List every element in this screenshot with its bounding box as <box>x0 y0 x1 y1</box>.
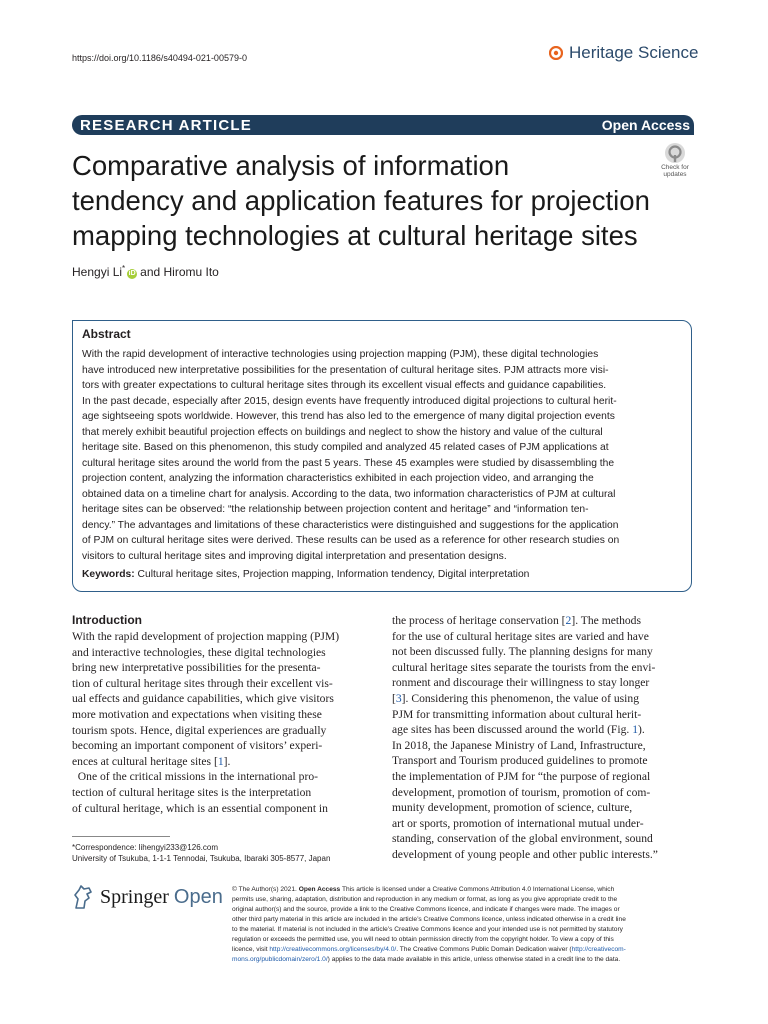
license-line: other third party material in this article are included in the article’s Creative Commons licence, unless indicated otherwise in a credit line <box>232 916 626 923</box>
publisher-logo <box>72 884 223 910</box>
body-line: One of the critical missions in the international pro- <box>72 770 318 784</box>
body-line: standing, conservation of the global environment, sound <box>392 832 653 846</box>
body-line <box>72 754 376 770</box>
license-body: licence, visit <box>232 946 270 953</box>
author-name: and Hiromu Ito <box>140 265 219 279</box>
body-line: cultural heritage sites separate the tourists from the envi- <box>392 660 656 674</box>
check-updates-icon <box>664 142 686 164</box>
body-line: not been discussed fully. The planning designs for many <box>392 645 653 659</box>
citation-link[interactable]: 3 <box>395 691 402 705</box>
license-line <box>232 955 694 965</box>
body-line: tion of cultural heritage sites through their excellent vis- <box>72 676 333 690</box>
body-text: ). <box>638 723 645 737</box>
abstract-line: heritage site. Based on this phenomenon, this study compiled and analyzed 45 related cases of PJM applications at <box>82 442 609 453</box>
abstract-line: With the rapid development of interactive technologies using projection mapping (PJM), these digital technologies <box>82 349 599 360</box>
abstract-body <box>82 347 682 564</box>
body-line: and interactive technologies, these digital technologies <box>72 645 326 659</box>
abstract-line: projection content, analyzing the information characteristics exhibited in each projection video, and arranging the <box>82 473 594 484</box>
journal-brand <box>549 43 698 63</box>
abstract-line: cultural heritage sites around the world from the past 5 years. These 45 examples were studied by disassembling the <box>82 457 615 469</box>
check-updates-text: Check for <box>661 164 689 171</box>
figure-link[interactable]: 1 <box>632 723 638 737</box>
publisher-name: Springer <box>100 885 169 908</box>
body-line: bring new interpretative possibilities for the presenta- <box>72 661 321 675</box>
license-line: to the material. If material is not included in the article’s Creative Commons licence and your intended use is not permitted by statutory <box>232 926 623 933</box>
abstract-line: In the past decade, especially after 2015, design events have frequently introduced digital projections to cultural herit- <box>82 395 617 407</box>
title-line: Comparative analysis of information <box>72 150 510 181</box>
journal-name: Heritage Science <box>569 43 699 62</box>
cc0-link[interactable]: http://creativecom- <box>571 946 626 953</box>
license-body: ) applies to the data made available in this article, unless otherwise stated in a credit line to the data. <box>327 956 621 963</box>
abstract-line: age sightseeing spots worldwide. However, this trend has also led to the emergence of many digital projection events <box>82 411 615 422</box>
doi-link[interactable]: https://doi.org/10.1186/s40494-021-00579-0 <box>72 53 247 63</box>
article-type-label: RESEARCH ARTICLE <box>80 117 252 134</box>
keywords-label: Keywords: <box>82 569 135 580</box>
license-line: original author(s) and the source, provide a link to the Creative Commons licence, and indicate if changes were made. The images or <box>232 906 620 913</box>
title-line: mapping technologies at cultural heritage sites <box>72 220 638 251</box>
citation-link[interactable]: 1 <box>217 754 224 768</box>
keywords-list: Cultural heritage sites, Projection mapping, Information tendency, Digital interpretation <box>137 569 530 580</box>
body-line: art or sports, promotion of international mutual under- <box>392 816 644 830</box>
footnote <box>72 842 330 864</box>
abstract-line: have introduced new interpretative possibilities for the presentation of cultural heritage sites. PJM attracts more visi- <box>82 364 609 376</box>
body-line <box>392 691 696 707</box>
body-column-right <box>392 613 696 863</box>
license-link[interactable]: http://creativecommons.org/licenses/by/4.0/ <box>269 946 397 953</box>
body-line: tourism spots. Hence, digital experiences are gradually <box>72 723 327 737</box>
body-line: tection of cultural heritage sites is the interpretation <box>72 785 312 799</box>
body-line: more motivation and expectations when visiting these <box>72 707 322 721</box>
body-line: In 2018, the Japanese Ministry of Land, Infrastructure, <box>392 738 646 752</box>
body-text: the process of heritage conservation [ <box>392 614 566 627</box>
body-line: Transport and Tourism produced guidelines to promote <box>392 754 648 768</box>
body-line: ual effects and guidance capabilities, which give visitors <box>72 692 334 706</box>
body-line: the implementation of PJM for “the purpose of regional <box>392 769 651 783</box>
license-body: . The Creative Commons Public Domain Dedication waiver ( <box>396 946 572 953</box>
body-line: development of young people and other public interests.” <box>392 847 658 861</box>
license-body: This article is licensed under a Creative Commons Attribution 4.0 International License, which <box>340 886 615 893</box>
body-text: ences at cultural heritage sites [ <box>72 754 218 768</box>
license-line: permits use, sharing, adaptation, distribution and reproduction in any medium or format, as long as you give appropriate credit to the <box>232 896 618 903</box>
open-access-bold: Open Access <box>298 886 341 893</box>
introduction-heading: Introduction <box>72 613 142 627</box>
body-line: PJM for transmitting information about cultural herit- <box>392 707 642 721</box>
author-list <box>72 264 219 279</box>
abstract-heading: Abstract <box>82 327 131 341</box>
body-line <box>392 613 696 629</box>
orcid-icon[interactable]: iD <box>128 270 136 277</box>
license-line <box>232 945 694 955</box>
title-line: tendency and application features for projection <box>72 185 650 216</box>
body-line: With the rapid development of projection mapping (PJM) <box>72 630 340 643</box>
body-line: of cultural heritage, which is an essential component in <box>72 801 328 815</box>
license-line <box>232 885 694 895</box>
body-text: age sites has been discussed around the world (Fig. <box>392 723 633 737</box>
check-updates-text: updates <box>663 171 687 178</box>
open-access-label: Open Access <box>601 117 690 133</box>
body-text: [ <box>392 691 396 705</box>
body-line: becoming an important component of visitors’ experi- <box>72 739 323 753</box>
abstract-line: that merely exhibit beautiful projection effects on buildings and neglect to show the history and value of the cultural <box>82 426 603 438</box>
license-line: regulation or exceeds the permitted use, you will need to obtain permission directly from the copyright holder. To view a copy of this <box>232 936 614 943</box>
article-title <box>72 148 652 253</box>
abstract-line: visitors to cultural heritage sites and improving digital interpretation and presentation designs. <box>82 550 507 562</box>
abstract-line: obtained data on a timeline chart for analysis. According to the data, two information characteristics of PJM at cultural <box>82 488 616 500</box>
cc0-link[interactable]: mons.org/publicdomain/zero/1.0/ <box>232 956 328 963</box>
copyright: © The Author(s) 2021. <box>232 886 299 893</box>
footnote-divider <box>72 836 170 837</box>
body-line <box>392 722 696 738</box>
body-line: development, promotion of tourism, promotion of com- <box>392 785 651 799</box>
springer-horse-icon <box>72 884 94 910</box>
abstract-line: heritage sites can be observed: “the relationship between projection content and heritage” and “information ten- <box>82 504 589 515</box>
body-line: ronment and discourage their willingness to stay longer <box>392 676 650 690</box>
heritage-science-logo-icon <box>549 46 563 60</box>
check-for-updates-badge[interactable] <box>655 142 695 182</box>
keywords <box>82 569 529 580</box>
license-text <box>232 885 694 965</box>
corresponding-mark: * <box>122 264 126 273</box>
body-line: for the use of cultural heritage sites are varied and have <box>392 629 649 643</box>
affiliation: University of Tsukuba, 1-1-1 Tennodai, Tsukuba, Ibaraki 305-8577, Japan <box>72 854 331 863</box>
body-line: munity development, promotion of science, culture, <box>392 801 633 815</box>
body-column-left <box>72 629 376 816</box>
body-text: ]. The methods <box>571 614 641 627</box>
abstract-line: of PJM on cultural heritage sites were derived. These results can be used as a reference for other research studies on <box>82 535 620 546</box>
abstract-line: dency.” The advantages and limitations of these characteristics were distinguished and suggestions for the application <box>82 519 619 531</box>
citation-link[interactable]: 2 <box>565 614 572 627</box>
correspondence-email[interactable]: *Correspondence: lihengyi233@126.com <box>72 843 218 852</box>
body-text: ]. <box>223 754 231 768</box>
abstract-line: tors with greater expectations to cultural heritage sites through its excellent visual effects and guidance capabilities. <box>82 380 607 391</box>
author-name[interactable]: Hengyi Li <box>72 265 123 279</box>
publisher-open: Open <box>173 885 223 908</box>
body-text: ]. Considering this phenomenon, the value of using <box>401 691 639 705</box>
